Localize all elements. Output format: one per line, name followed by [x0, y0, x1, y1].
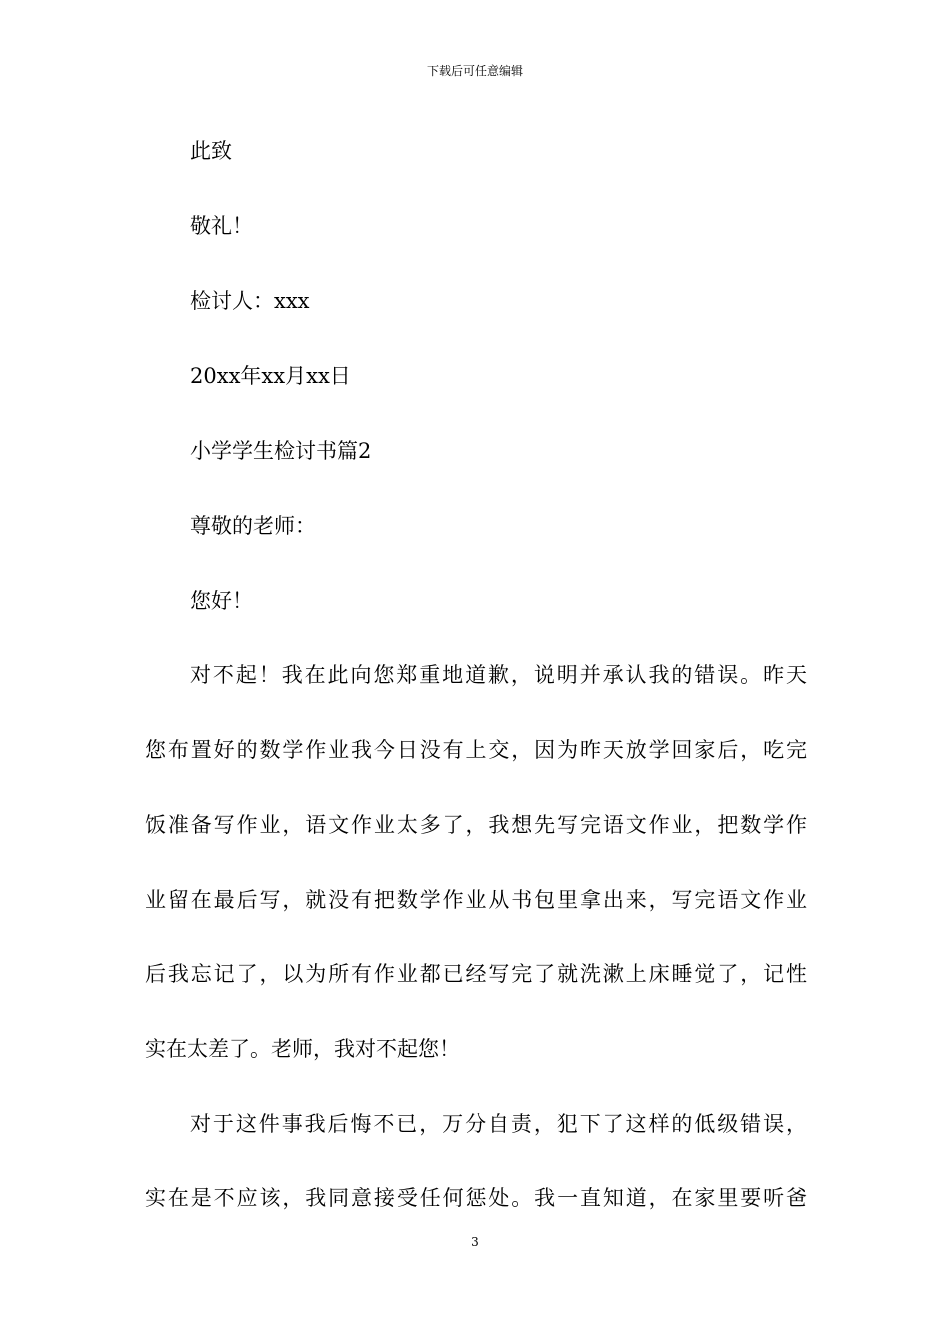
paragraph-line: 实在是不应该，我同意接受任何惩处。我一直知道，在家里要听爸: [145, 1186, 807, 1210]
page-header: 下载后可任意编辑: [426, 64, 523, 78]
salutation-line: 敬礼！: [190, 214, 253, 238]
paragraph-line: 您布置好的数学作业我今日没有上交，因为昨天放学回家后，吃完: [145, 738, 807, 762]
date-line: 20xx年xx月xx日: [190, 364, 351, 388]
section-title: 小学学生检讨书篇2: [190, 439, 372, 463]
author-line: 检讨人：xxx: [190, 289, 310, 313]
paragraph-line: 后我忘记了，以为所有作业都已经写完了就洗漱上床睡觉了，记性: [145, 962, 807, 986]
page-number: 3: [471, 1235, 479, 1249]
paragraph-line: 实在太差了。老师，我对不起您！: [145, 1037, 460, 1061]
paragraph-line: 对不起！我在此向您郑重地道歉，说明并承认我的错误。昨天: [190, 663, 807, 687]
greeting-line: 尊敬的老师：: [190, 514, 316, 538]
paragraph-line: 饭准备写作业，语文作业太多了，我想先写完语文作业，把数学作: [145, 813, 807, 837]
paragraph-line: 业留在最后写，就没有把数学作业从书包里拿出来，写完语文作业: [145, 888, 807, 912]
greeting-line: 您好！: [190, 589, 253, 613]
closing-line: 此致: [190, 139, 232, 163]
paragraph-line: 对于这件事我后悔不已，万分自责，犯下了这样的低级错误，: [190, 1112, 807, 1136]
